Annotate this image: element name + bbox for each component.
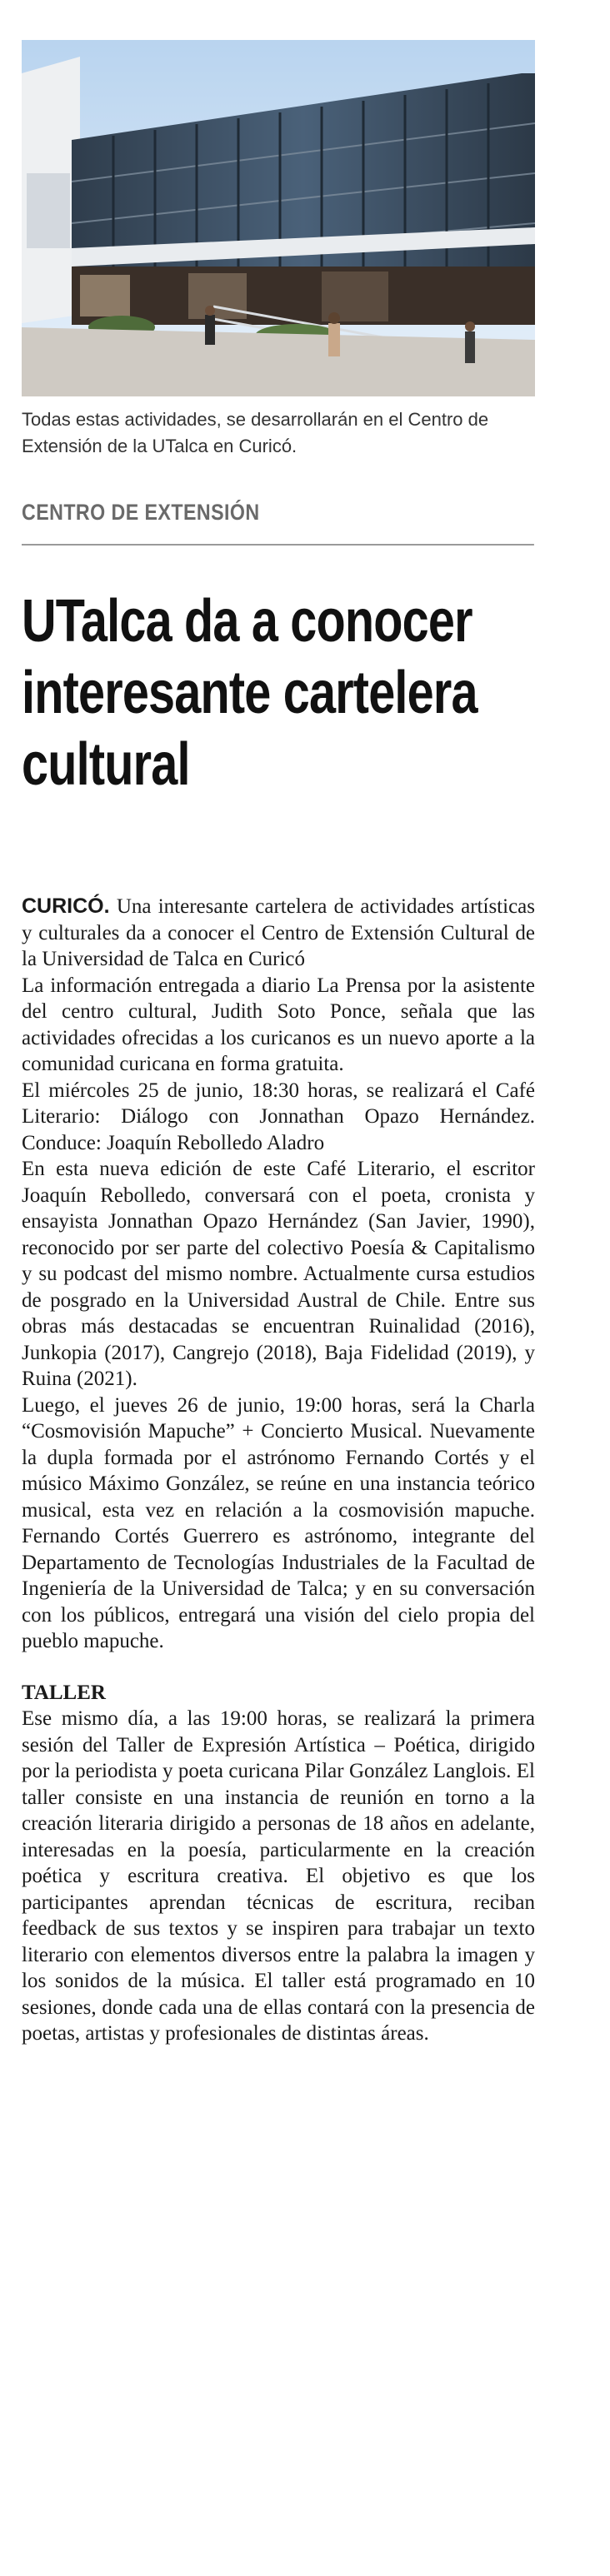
article-body <box>22 894 535 2047</box>
paragraph-3: El miércoles 25 de junio, 18:30 horas, se realizará el Café Literario: Diálogo con Jonnathan Opazo Hernández. Conduce: Joaquín Rebolledo Aladro <box>22 1079 535 1154</box>
dateline: CURICÓ. <box>22 894 110 918</box>
paragraph-6: Ese mismo día, a las 19:00 horas, se realizará la primera sesión del Taller de Expresión Artística – Poética, dirigido por la periodista y poeta curicana Pilar González Langlois. El taller consiste en una instancia de reunión en torno a la creación literaria dirigido a personas de 18 años en adelante, interesadas en la poesía, particularmente en la creación poética y escritura creativa. El objetivo es que los participantes aprendan técnicas de escritura, reciban feedback de sus textos y se inspiren para trabajar un texto literario con elementos diversos entre la palabra la imagen y los sonidos de la música. El taller está programado en 10 sesiones, donde cada una de ellas contará con la presencia de poetas, artistas y profesionales de distintas áreas. <box>22 1707 535 2045</box>
paragraph-1 <box>22 894 535 973</box>
article-headline: UTalca da a conocer interesante cartelera cultural <box>22 588 478 798</box>
subhead-taller: TALLER <box>22 1681 106 1704</box>
building-photo <box>22 40 535 396</box>
paragraph-2: La información entregada a diario La Prensa por la asistente del centro cultural, Judith Soto Ponce, señala que las actividades ofrecidas a los curicanos es un nuevo aporte a la comunidad curicana en forma gratuita. <box>22 974 535 1075</box>
article-page <box>22 40 535 2047</box>
building-illustration <box>22 40 535 396</box>
photo-caption: Todas estas actividades, se desarrollarán en el Centro de Extensión de la UTalca en Curicó. <box>22 409 489 456</box>
paragraph-5: Luego, el jueves 26 de junio, 19:00 horas, será la Charla “Cosmovisión Mapuche” + Concierto Musical. Nuevamente la dupla formada por el astrónomo Fernando Cortés y el músico Máximo González, se reúne en una instancia teórico musical, esta vez en relación a la cosmovisión mapuche. Fernando Cortés Guerrero es astrónomo, integrante del Departamento de Tecnologías Industriales de la Facultad de Ingeniería de la Universidad de Talca; y en su conversación con los públicos, entregará una visión del cielo propia del pueblo mapuche. <box>22 1393 535 1652</box>
section-label: CENTRO DE EXTENSIÓN <box>22 500 534 546</box>
paragraph-4: En esta nueva edición de este Café Literario, el escritor Joaquín Rebolledo, conversará con el poeta, cronista y ensayista Jonnathan Opazo Hernández (San Javier, 1990), reconocido por ser parte del colectivo Poesía & Capitalismo y su podcast del mismo nombre. Actualmente cursa estudios de posgrado en la Universidad Austral de Chile. Entre sus obras más destacadas se encuentran Ruinalidad (2016), Junkopia (2017), Cangrejo (2018), Baja Fidelidad (2019), y Ruina (2021). <box>22 1158 535 1390</box>
paragraph-1-text: Una interesante cartelera de actividades artísticas y culturales da a conocer el Centro de Extensión Cultural de la Universidad de Talca en Curicó <box>22 895 535 970</box>
